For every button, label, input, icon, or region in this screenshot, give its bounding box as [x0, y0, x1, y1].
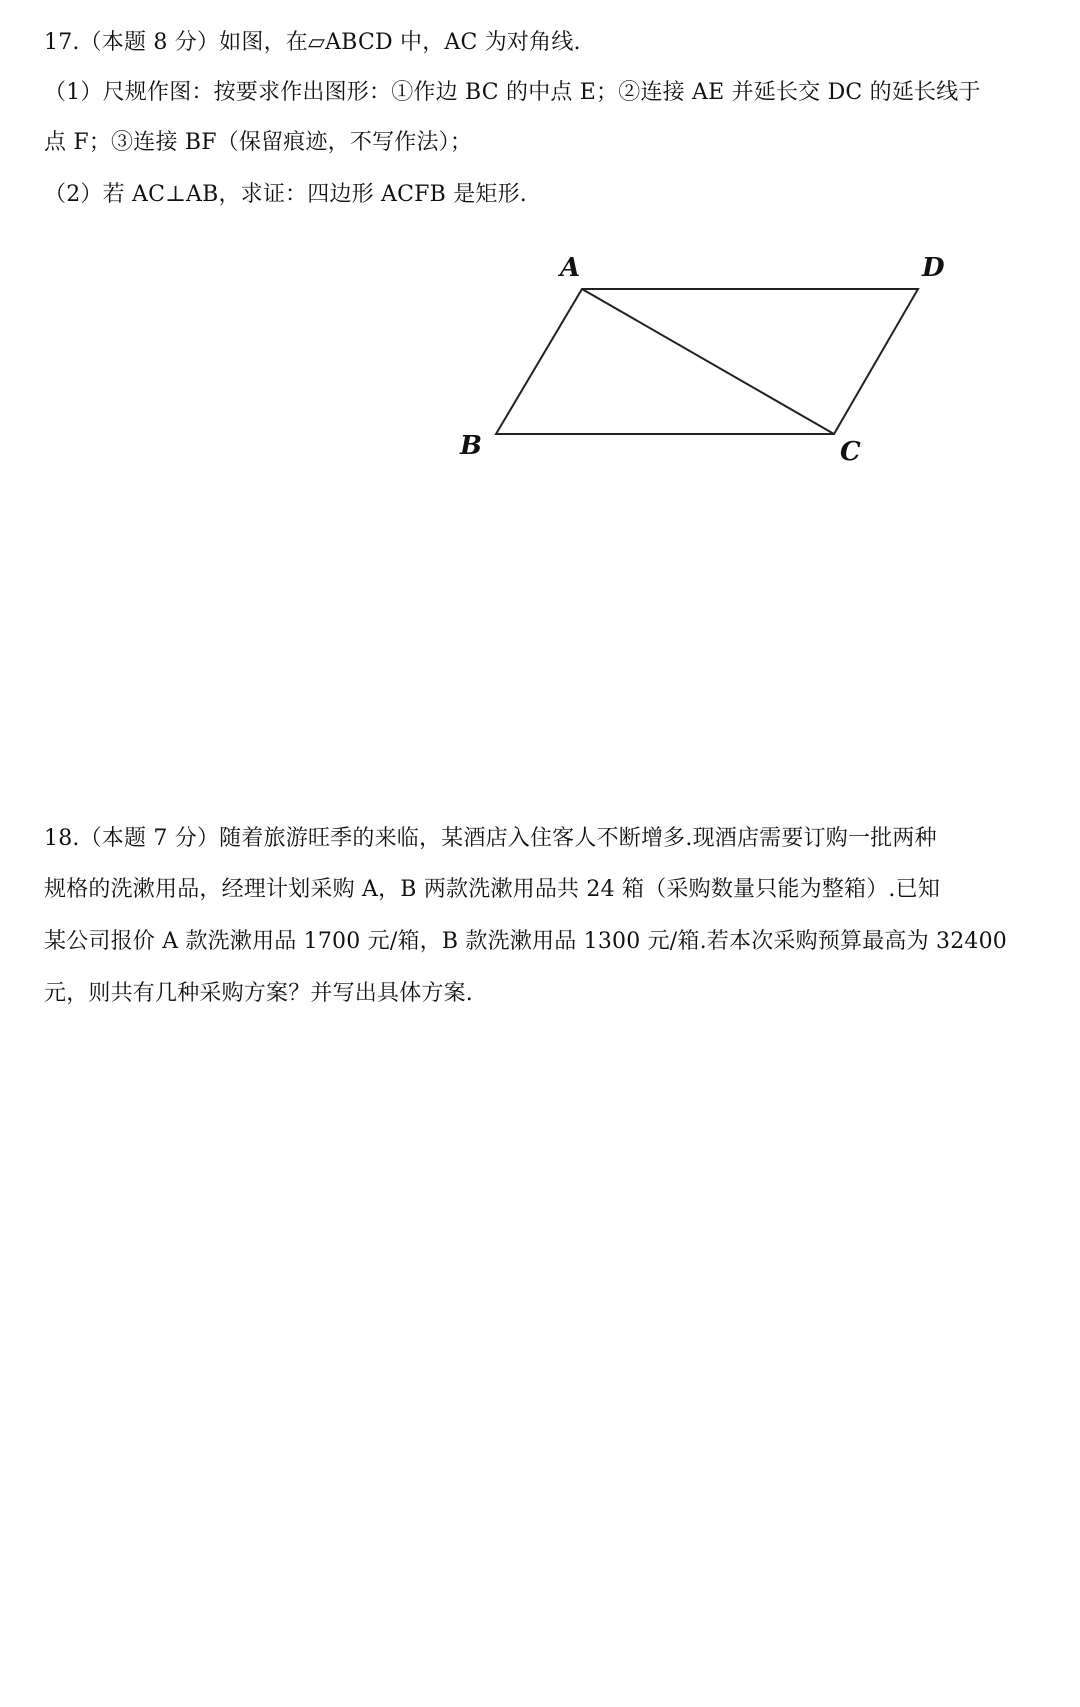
q18-line4: 元，则共有几种采购方案？并写出具体方案.: [44, 981, 473, 1006]
q17-part2: （2）若 AC⊥AB，求证：四边形 ACFB 是矩形.: [44, 182, 527, 207]
diagonal-ac: [582, 289, 834, 434]
point-label-c: C: [840, 437, 861, 467]
q17-part1-line2: 点 F；③连接 BF（保留痕迹，不写作法）；: [44, 130, 473, 155]
parallelogram-figure: [460, 253, 1050, 512]
point-label-a: A: [560, 253, 581, 283]
q17-part1-line1: （1）尺规作图：按要求作出图形：①作边 BC 的中点 E；②连接 AE 并延长交 DC 的延长线于: [44, 80, 981, 105]
q17-header: 17.（本题 8 分）如图，在▱ABCD 中，AC 为对角线.: [44, 30, 581, 55]
q18-line3: 某公司报价 A 款洗漱用品 1700 元/箱，B 款洗漱用品 1300 元/箱.若本次采购预算最高为 32400: [44, 929, 1007, 954]
q18-line1: 18.（本题 7 分）随着旅游旺季的来临，某酒店入住客人不断增多.现酒店需要订购一批两种: [44, 826, 937, 851]
point-label-d: D: [922, 253, 945, 283]
point-label-b: B: [460, 431, 482, 461]
q18-line2: 规格的洗漱用品，经理计划采购 A，B 两款洗漱用品共 24 箱（采购数量只能为整箱）.已知: [44, 877, 941, 902]
